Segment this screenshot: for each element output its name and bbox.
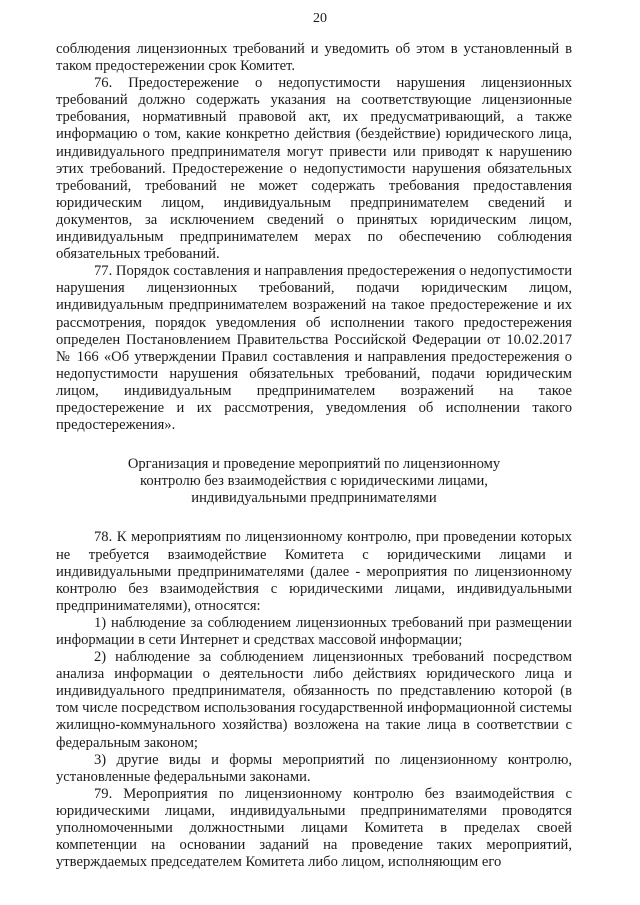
- list-item-3: 3) другие виды и формы мероприятий по лицензионному контролю, установленные федеральными законами.: [56, 751, 572, 785]
- paragraph-77: 77. Порядок составления и направления предостережения о недопустимости нарушения лицензионных требований, подачи юридическим лицом, индивидуальным предпринимателем возражений на такое предостережение и их рассмотрения, порядок уведомления об исполнении такого предостережения определен Постановлением Правительства Российской Федерации от 10.02.2017 № 166 «Об утверждении Правил составления и направления предостережения о недопустимости нарушения обязательных требований, подачи юридическим лицом, индивидуальным предпринимателем возражений на такое предостережение и их рассмотрения, уведомления об исполнении такого предостережения».: [56, 263, 572, 434]
- section-heading-line: контролю без взаимодействия с юридическими лицами,: [140, 473, 488, 490]
- paragraph-78: 78. К мероприятиям по лицензионному контролю, при проведении которых не требуется взаимодействие Комитета с юридическими лицами и индивидуальными предпринимателями (далее - мероприятия по лицензионному контролю без взаимодействия с юридическими лицами, индивидуальными предпринимателями), относятся:: [56, 529, 572, 614]
- list-item-2: 2) наблюдение за соблюдением лицензионных требований посредством анализа информации о деятельности либо действиях юридического лица и индивидуального предпринимателя, обязанность по представлению которой (в том числе посредством использования государственной информационной системы жилищно-коммунального хозяйства) возложена на такие лица в соответствии с федеральным законом;: [56, 649, 572, 751]
- section-heading: [96, 456, 532, 507]
- document-body: [56, 41, 572, 871]
- section-heading-line: индивидуальными предпринимателями: [191, 490, 437, 507]
- paragraph-continuation: соблюдения лицензионных требований и уведомить об этом в установленный в таком предостережении срок Комитет.: [56, 41, 572, 75]
- section-heading-line: Организация и проведение мероприятий по лицензионному: [127, 456, 501, 473]
- paragraph-76: 76. Предостережение о недопустимости нарушения лицензионных требований должно содержать указания на соответствующие лицензионные требования, нормативный правовой акт, их предусматривающий, а также информацию о том, какие конкретно действия (бездействие) юридического лица, индивидуального предпринимателя могут привести или приводят к нарушению этих требований. Предостережение о недопустимости нарушения обязательных требований, требований не может содержать требования предоставления юридическим лицом, индивидуальным предпринимателем сведений и документов, за исключением сведений о принятых юридическим лицом, индивидуальным предпринимателем мерах по обеспечению соблюдения обязательных требований.: [56, 75, 572, 263]
- page-number: 20: [313, 11, 327, 26]
- paragraph-79: 79. Мероприятия по лицензионному контролю без взаимодействия с юридическими лицами, индивидуальными предпринимателями проводятся уполномоченными должностными лицами Комитета в пределах своей компетенции на основании заданий на проведение таких мероприятий, утверждаемых председателем Комитета либо лицом, исполняющим его: [56, 785, 572, 871]
- list-item-1: 1) наблюдение за соблюдением лицензионных требований при размещении информации в сети Интернет и средствах массовой информации;: [56, 614, 572, 648]
